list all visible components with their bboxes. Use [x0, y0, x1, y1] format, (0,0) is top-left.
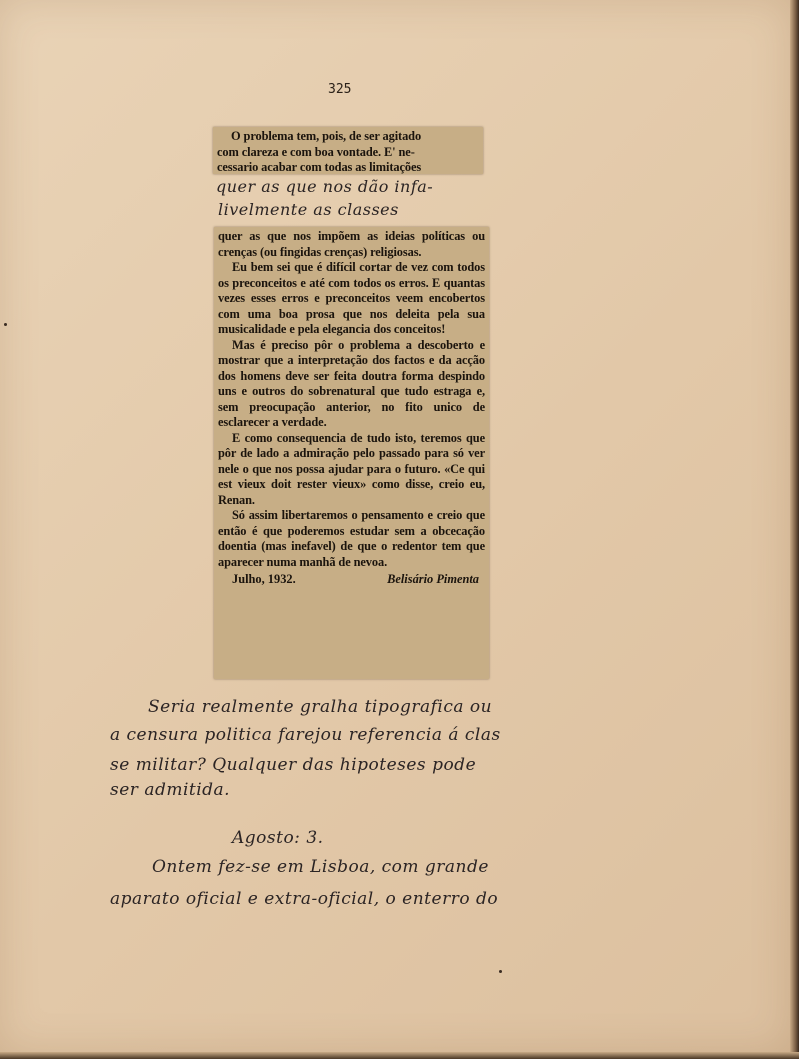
handwritten-note-line: ser admitida.	[110, 780, 231, 800]
clipping-paragraph: E como consequencia de tudo isto, teremos que pôr de lado a admiração pelo passado para só ver nele o que nos possa ajudar para o futuro. «Ce qui est vieux doit rester vieux» como disse, creio eu, Renan.	[218, 430, 485, 507]
entry-date: Agosto: 3.	[232, 828, 324, 848]
handwritten-note-line: Seria realmente gralha tipografica ou	[148, 697, 493, 717]
clipping-line: O problema tem, pois, de ser agitado	[231, 129, 422, 143]
clipping-signature: Belisário Pimenta	[387, 572, 479, 586]
ink-dot	[4, 323, 7, 326]
clipping-paragraph: Só assim libertaremos o pensamento e creio que então é que poderemos estudar sem a obcecação doentia (mas inefavel) de que o redentor tem que aparecer numa manhã de nevoa.	[218, 508, 485, 569]
clipping-line: cessario acabar com todas as limitações	[217, 160, 422, 174]
handwritten-note-line: se militar? Qualquer das hipoteses pode	[110, 755, 477, 775]
handwritten-note-line: a censura politica farejou referencia á clas	[110, 725, 501, 745]
newspaper-clipping-top	[213, 127, 483, 174]
clipping-paragraph: Eu bem sei que é difícil cortar de vez com todos os preconceitos e até com todos os erros. E quantas vezes esses erros e preconceitos veem encobertos com uma boa prosa que nos deleita pela sua musicalidade e pela elegancia dos conceitos!	[218, 260, 485, 336]
handwritten-insert-line: quer as que nos dão infa-	[216, 177, 434, 196]
entry-line: Ontem fez-se em Lisboa, com grande	[152, 857, 489, 877]
ink-dot	[499, 970, 502, 973]
page-number: 325	[328, 82, 352, 97]
clipping-date: Julho, 1932.	[232, 572, 296, 586]
entry-line: aparato oficial e extra-oficial, o enterro do	[110, 889, 499, 909]
clipping-paragraph: Mas é preciso pôr o problema a descoberto e mostrar que a interpretação dos factos e da acção dos homens deve ser feita doutra forma despindo uns e outros do sobrenatural que tudo estraga e, sem preocupação anterior, no fito unico de esclarecer a verdade.	[218, 337, 485, 429]
clipping-paragraph: quer as que nos impõem as ideias políticas ou crenças (ou fingidas crenças) religiosas.	[218, 229, 485, 259]
newspaper-clipping-main	[214, 227, 489, 679]
clipping-line: com clareza e com boa vontade. E' ne-	[217, 144, 415, 159]
page-edge	[790, 0, 799, 1059]
page-bottom-edge	[0, 1052, 799, 1059]
handwritten-insert-line: livelmente as classes	[218, 200, 399, 219]
clipping-footer	[218, 572, 485, 587]
